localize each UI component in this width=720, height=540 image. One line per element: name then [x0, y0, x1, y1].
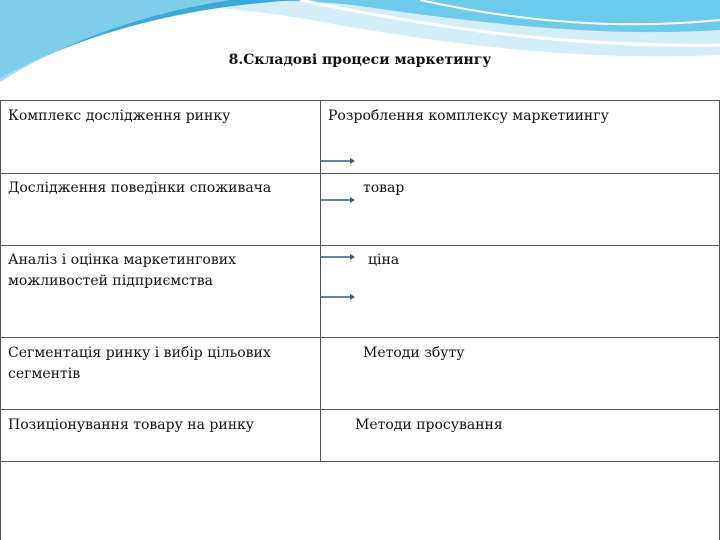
- right-cell-distribution: Методи збуту: [363, 345, 465, 361]
- row-divider: [0, 337, 720, 338]
- right-cell-marketing-mix: Розроблення комплексу маркетиингу: [328, 108, 609, 124]
- arrow-icon: [320, 195, 356, 205]
- row-divider: [0, 173, 720, 174]
- arrow-icon: [320, 156, 356, 166]
- right-cell-product: товар: [363, 180, 405, 196]
- arrow-icon: [320, 292, 356, 302]
- row-divider: [0, 409, 720, 410]
- left-cell-segmentation: Сегментація ринку і вибір цільових сегментів: [8, 345, 271, 382]
- right-cell-promotion: Методи просування: [355, 417, 503, 433]
- left-cell-positioning: Позиціонування товару на ринку: [8, 417, 255, 433]
- left-cell-market-research: Комплекс дослідження ринку: [8, 108, 231, 124]
- column-divider: [320, 100, 321, 461]
- left-cell-consumer-behavior: Дослідження поведінки споживача: [8, 180, 272, 196]
- table-border-left: [0, 100, 1, 540]
- row-divider: [0, 461, 720, 462]
- header-wave-decoration: [0, 0, 720, 90]
- wave-band-left-light: [0, 0, 230, 82]
- row-divider: [0, 245, 720, 246]
- arrow-icon: [320, 252, 356, 262]
- right-cell-price: ціна: [368, 252, 400, 268]
- page-title: 8.Складові процеси маркетингу: [228, 52, 492, 68]
- left-cell-opportunity-analysis: Аналіз і оцінка маркетингових можливостей підприємства: [8, 252, 236, 289]
- process-table: [0, 100, 720, 540]
- table-border-top: [0, 100, 720, 101]
